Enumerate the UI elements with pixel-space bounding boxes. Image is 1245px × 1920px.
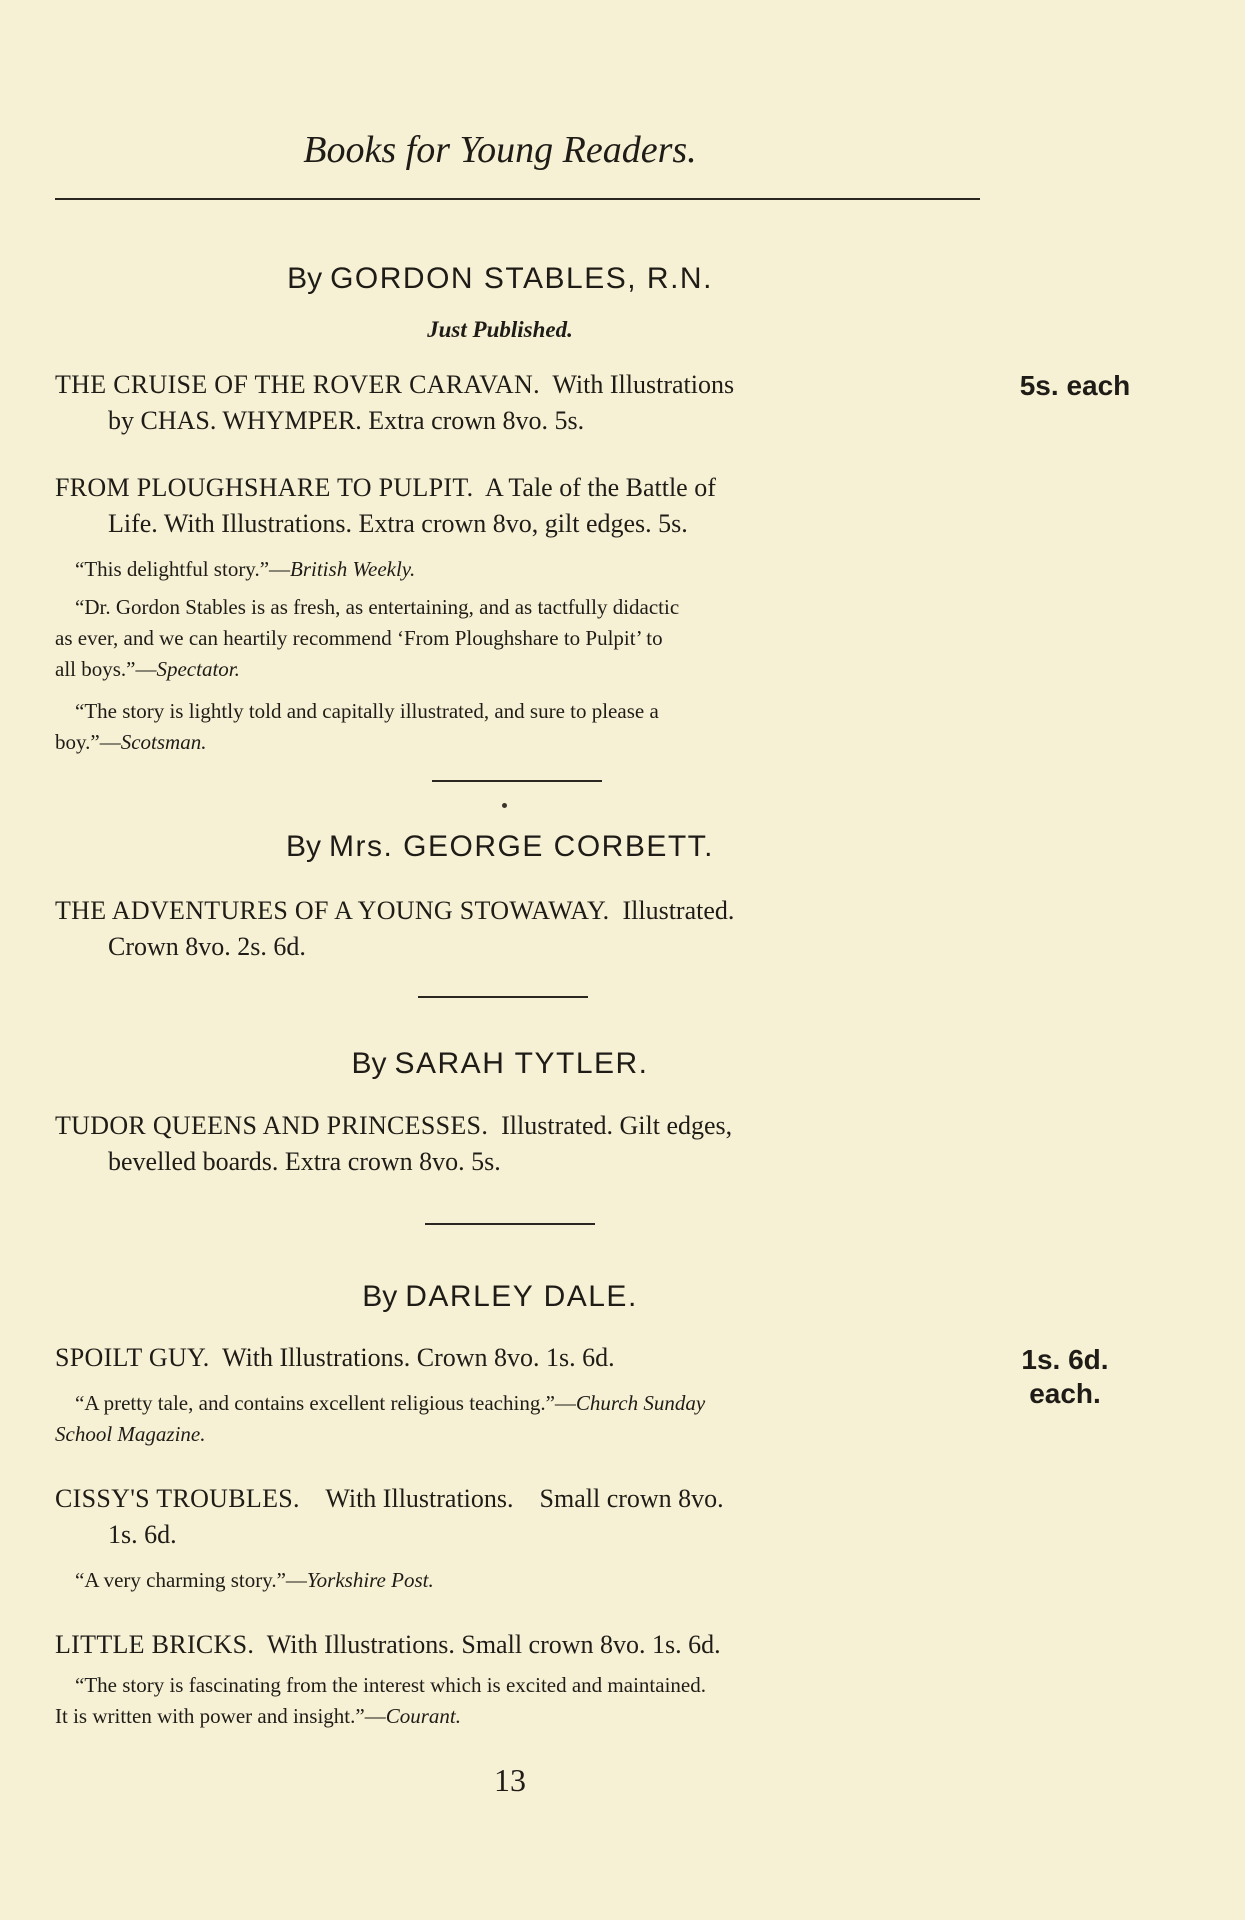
author-heading-dale [0, 1280, 1000, 1314]
quote-source: Scotsman. [120, 730, 207, 754]
quote-text: “Dr. Gordon Stables is as fresh, as entertaining, and as tactfully didactic [75, 595, 680, 619]
quote-source: Courant. [385, 1704, 461, 1728]
author-by: By [285, 830, 321, 863]
author-name: GORDON STABLES, R.N. [330, 262, 713, 295]
book-title: THE ADVENTURES OF A YOUNG STOWAWAY. [55, 896, 610, 925]
review-quote [55, 1565, 990, 1596]
quote-text: boy.”— [55, 730, 121, 754]
book-desc: Illustrated. [622, 896, 735, 925]
running-head: Books for Young Readers. [303, 129, 697, 171]
review-quote [55, 592, 990, 685]
quote-text: as ever, and we can heartily recommend ‘From Ploughshare to Pulpit’ to [55, 626, 663, 650]
review-quote [55, 1670, 990, 1732]
book-title: SPOILT GUY. [55, 1343, 210, 1372]
book-title: FROM PLOUGHSHARE TO PULPIT. [55, 473, 474, 502]
quote-source: British Weekly. [290, 557, 416, 581]
side-price-each: each. [1029, 1378, 1101, 1409]
quote-source: Spectator. [156, 657, 240, 681]
author-by: By [287, 262, 323, 295]
book-desc: With Illustrations. Small crown 8vo. 1s. 6d. [266, 1630, 721, 1659]
book-entry-little-bricks [55, 1627, 990, 1663]
quote-source: Yorkshire Post. [306, 1568, 434, 1592]
author-name: SARAH TYTLER. [394, 1047, 649, 1080]
book-desc-cont: Crown 8vo. 2s. 6d. [108, 932, 306, 961]
author-name: DARLEY DALE. [405, 1280, 638, 1313]
author-by: By [351, 1047, 387, 1080]
side-price-amount: 1s. 6d. [1021, 1344, 1109, 1375]
book-desc: A Tale of the Battle of [484, 473, 716, 502]
book-entry-spoilt-guy [55, 1340, 990, 1376]
review-quote [55, 1388, 990, 1450]
quote-text: “The story is lightly told and capitally illustrated, and sure to please a [75, 699, 659, 723]
book-desc: With Illustrations. Small crown 8vo. [325, 1484, 724, 1513]
book-desc-cont: Life. With Illustrations. Extra crown 8vo, gilt edges. 5s. [108, 509, 688, 538]
book-entry-tudor-queens [55, 1108, 990, 1180]
author-heading-stables [0, 262, 1000, 296]
book-title: TUDOR QUEENS AND PRINCESSES. [55, 1111, 489, 1140]
book-entry-cissys-troubles [55, 1481, 990, 1553]
review-quote [55, 696, 990, 758]
book-desc-cont: 1s. 6d. [108, 1520, 177, 1549]
book-title: CISSY'S TROUBLES. [55, 1484, 300, 1513]
author-heading-corbett [0, 830, 1000, 864]
section-rule [432, 780, 602, 782]
author-heading-tytler [0, 1047, 1000, 1081]
book-desc: Illustrated. Gilt edges, [501, 1111, 733, 1140]
author-name: Mrs. GEORGE CORBETT. [328, 830, 715, 863]
quote-text: all boys.”— [55, 657, 157, 681]
review-quote [55, 554, 990, 585]
section-rule [418, 996, 588, 998]
side-price-stables: 5s. each [1019, 370, 1131, 401]
print-speck [502, 803, 507, 808]
quote-text: “A pretty tale, and contains excellent religious teaching.”— [75, 1391, 576, 1415]
just-published-label: Just Published. [427, 317, 573, 342]
book-desc-cont: by CHAS. WHYMPER. Extra crown 8vo. 5s. [108, 406, 585, 435]
book-desc: With Illustrations. Crown 8vo. 1s. 6d. [222, 1343, 615, 1372]
quote-source: School Magazine. [55, 1422, 206, 1446]
book-entry-ploughshare [55, 470, 990, 542]
header-rule [55, 198, 980, 200]
section-rule [425, 1223, 595, 1225]
quote-text: “The story is fascinating from the interest which is excited and maintained. [75, 1673, 706, 1697]
page-number: 13 [494, 1762, 526, 1798]
quote-text: It is written with power and insight.”— [55, 1704, 386, 1728]
quote-text: “This delightful story.”— [75, 557, 291, 581]
side-price-dale [1005, 1343, 1125, 1411]
book-entry-stowaway [55, 893, 990, 965]
book-title: THE CRUISE OF THE ROVER CARAVAN. [55, 370, 540, 399]
book-desc: With Illustrations [552, 370, 735, 399]
book-entry-rover-caravan [55, 367, 990, 439]
quote-source: Church Sunday [575, 1391, 706, 1415]
author-by: By [362, 1280, 398, 1313]
book-title: LITTLE BRICKS. [55, 1630, 255, 1659]
book-desc-cont: bevelled boards. Extra crown 8vo. 5s. [108, 1147, 501, 1176]
quote-text: “A very charming story.”— [75, 1568, 307, 1592]
